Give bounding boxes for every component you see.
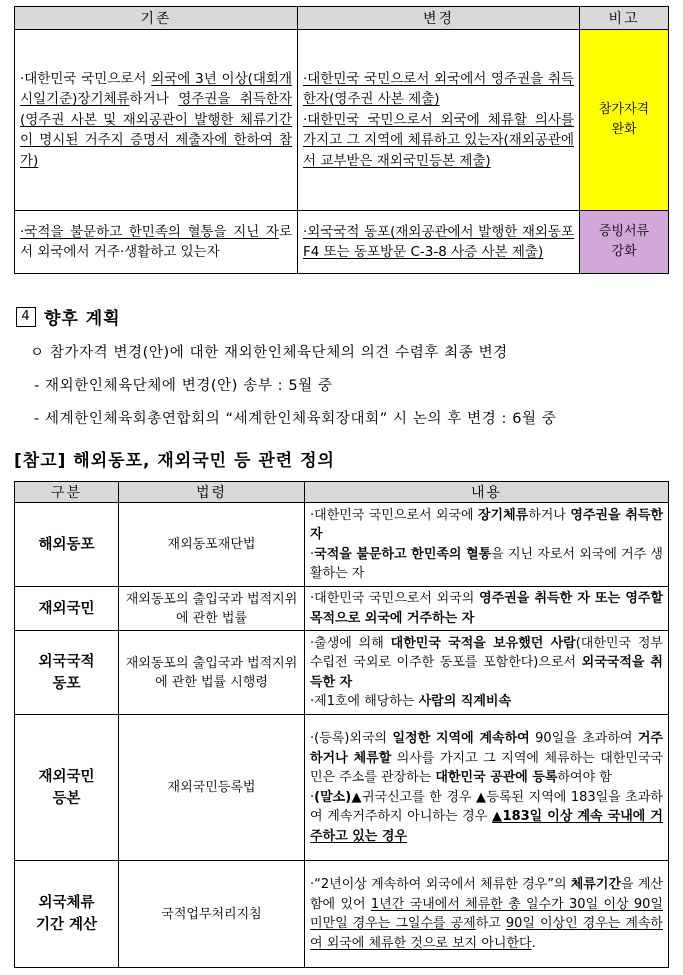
plan-line-sub-2: - 세계한인체육회총연합회의 “세계한인체육회장대회” 시 논의 후 변경 : 6월 중 <box>34 411 557 427</box>
reference-row <box>15 715 669 861</box>
content-cell: ·대한민국 국민으로서 외국에 장기체류하거나 영주권을 취득한자 ·국적을 불문하고 한민족의 혈통을 지닌 자로서 외국에 거주 생활하는 자 <box>305 503 669 587</box>
reference-table <box>14 481 669 968</box>
before-cell: ·대한민국 국민으로서 외국에 3년 이상(대회개시일기준)장기체류하거나 영주권을 취득한자(영주권 사본 및 재외공관이 발행한 체류기간이 명시된 거주지 증명서 제출자에 한하여 참가) <box>15 30 298 211</box>
law-cell: 재외동포재단법 <box>119 503 305 587</box>
comparison-header-row <box>15 7 669 30</box>
section-number: 4 <box>16 307 36 327</box>
law-cell: 재외동포의 출입국과 법적지위에 관한 법률 시행령 <box>119 631 305 715</box>
plan-line-main: ㅇ 참가자격 변경(안)에 대한 재외한인체육단체의 의견 수렴후 최종 변경 <box>30 345 508 361</box>
after-cell: ·대한민국 국민으로서 외국에서 영주권을 취득한자(영주권 사본 제출) ·대한민국 국민으로서 외국에 체류할 의사를 가지고 그 지역에 체류하고 있는자(재외공관에서 교부받은 재외국민등본 제출) <box>298 30 580 211</box>
header-after: 변경 <box>298 7 580 30</box>
content-cell: ·(등록)외국의 일정한 지역에 계속하여 90일을 초과하여 거주하거나 체류할 의사를 가지고 그 지역에 체류하는 대한민국국민은 주소를 관장하는 대한민국 공관에 등록하여야 함 ·(말소)▲귀국신고를 한 경우 ▲등록된 지역에 183일을 초과하여 계속거주하지 아니하는 경우 ▲183일 이상 계속 국내에 거주하고 있는 경우 <box>305 715 669 861</box>
category-cell: 재외국민 <box>15 587 119 631</box>
header-law: 법령 <box>119 482 305 503</box>
after-cell: ·외국국적 동포(재외공관에서 발행한 재외동포F4 또는 동포방문 C-3-8 사증 사본 제출) <box>298 211 580 274</box>
header-category: 구분 <box>15 482 119 503</box>
before-cell: ·국적을 불문하고 한민족의 혈통을 지닌 자로서 외국에서 거주·생활하고 있는자 <box>15 211 298 274</box>
content-cell: ·대한민국 국민으로서 외국의 영주권을 취득한 자 또는 영주할 목적으로 외국에 거주하는 자 <box>305 587 669 631</box>
content-cell: ·“2년이상 계속하여 외국에서 체류한 경우”의 체류기간을 계산함에 있어 1년간 국내에서 체류한 총 일수가 30일 이상 90일 미만일 경우는 그일수를 공제하고 90일 이상인 경우는 계속하여 외국에 체류한 것으로 보지 아니한다. <box>305 861 669 968</box>
note-cell: 참가자격 완화 <box>580 30 669 211</box>
reference-row <box>15 631 669 715</box>
content-cell: ·출생에 의해 대한민국 국적을 보유했던 사람(대한민국 정부 수립전 국외로 이주한 동포를 포함한다)으로서 외국국적을 취득한 자 ·제1호에 해당하는 사람의 직계비속 <box>305 631 669 715</box>
reference-header-row <box>15 482 669 503</box>
header-before: 기존 <box>15 7 298 30</box>
comparison-row-documents <box>15 211 669 274</box>
comparison-table <box>14 6 669 274</box>
reference-row <box>15 861 669 968</box>
plan-heading <box>16 304 121 329</box>
plan-title: 향후 계획 <box>44 309 121 329</box>
note-cell: 증빙서류 강화 <box>580 211 669 274</box>
comparison-row-eligibility <box>15 30 669 211</box>
category-cell: 재외국민 등본 <box>15 715 119 861</box>
category-cell: 외국국적 동포 <box>15 631 119 715</box>
category-cell: 해외동포 <box>15 503 119 587</box>
reference-title: [참고] 해외동포, 재외국민 등 관련 정의 <box>14 451 335 471</box>
law-cell: 재외동포의 출입국과 법적지위에 관한 법률 <box>119 587 305 631</box>
header-note: 비고 <box>580 7 669 30</box>
law-cell: 재외국민등록법 <box>119 715 305 861</box>
header-content: 내용 <box>305 482 669 503</box>
plan-line-sub-1: - 재외한인체육단체에 변경(안) 송부 : 5월 중 <box>34 378 333 394</box>
reference-row <box>15 503 669 587</box>
reference-row <box>15 587 669 631</box>
law-cell: 국적업무처리지침 <box>119 861 305 968</box>
category-cell: 외국체류 기간 계산 <box>15 861 119 968</box>
